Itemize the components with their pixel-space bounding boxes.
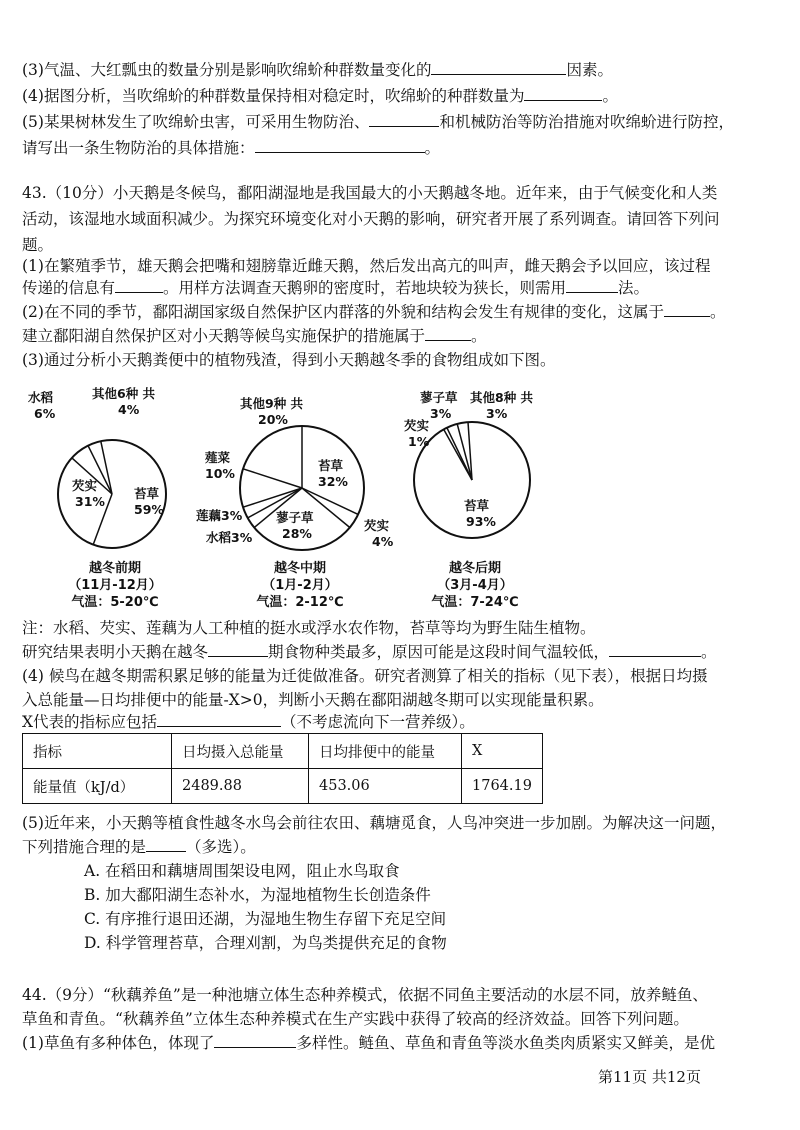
pie3-pct-liaozicao: 3% [430, 406, 452, 421]
q43-part3-text: 研究结果表明小天鹅在越冬 [22, 643, 209, 661]
q43-part3-line1: (3)通过分析小天鹅粪便中的植物残渣，得到小天鹅越冬季的食物组成如下图。 [22, 351, 556, 369]
pie2-pct-other: 20% [258, 412, 288, 427]
table-header-cell: X [462, 734, 543, 769]
q44-part1-line1 [22, 1033, 715, 1053]
option-a: A. 在稻田和藕塘周围架设电网，阻止水鸟取食 [84, 862, 400, 880]
option-d: D. 科学管理苔草，合理刈割，为鸟类提供充足的食物 [84, 934, 447, 952]
q43-part4-line2: 入总能量—日均排便中的能量-X>0，判断小天鹅在鄱阳湖越冬期可以实现能量积累。 [22, 691, 604, 709]
pie2-pct-taicao: 32% [318, 474, 348, 489]
pie1-pct-qianshi: 31% [75, 494, 105, 509]
pie1-pct-taicao: 59% [134, 502, 164, 517]
q43-part2-tail-2: 。 [471, 327, 487, 345]
pie3-label-qianshi: 芡实 [404, 418, 430, 433]
pie2-label-taicao: 苔草 [318, 458, 344, 473]
q43-part5-line2 [22, 837, 256, 857]
q43-part3-line2 [22, 642, 717, 662]
q43-part2-tail: 。 [709, 303, 726, 321]
answer-blank[interactable] [425, 326, 471, 341]
q43-part1-text: 传递的信息有 [22, 279, 116, 297]
answer-blank[interactable] [431, 60, 566, 75]
answer-blank[interactable] [566, 278, 618, 293]
answer-blank[interactable] [609, 642, 701, 657]
pie2-pct-qianshi: 4% [372, 534, 394, 549]
pie2-title: 越冬中期 [273, 561, 326, 576]
pie2-temperature: 气温：2-12℃ [256, 595, 344, 610]
answer-blank[interactable] [115, 278, 163, 293]
answer-blank[interactable] [255, 138, 425, 153]
pie2-label-rice-text: 水稻 [206, 530, 232, 545]
pie2-pct-rice: 3% [231, 530, 253, 545]
answer-blank[interactable] [146, 837, 186, 852]
q43-intro-3: 题。 [22, 236, 54, 254]
q44-part1-text: (1)草鱼有多种体色，体现了 [22, 1034, 215, 1052]
pie1-subtitle: （11月-12月） [68, 578, 162, 593]
pie2-label-lianou [196, 508, 243, 523]
pie1-label-other [92, 386, 156, 401]
pie3-label-other [470, 390, 534, 405]
q43-part4-text: X代表的指标应包括 [22, 713, 158, 731]
pie3-caption [420, 560, 530, 611]
q43-part3-tail: 。 [701, 643, 717, 661]
pie1-label-qianshi: 芡实 [72, 478, 98, 493]
table-header-cell: 日均摄入总能量 [172, 734, 309, 769]
q43-part5-tail: （多选）。 [186, 838, 256, 856]
q43-part1-tail: 法。 [618, 279, 650, 297]
table-row [23, 769, 543, 804]
q43-part1-line1: (1)在繁殖季节，雄天鹅会把嘴和翅膀靠近雌天鹅，然后发出高亢的叫声，雌天鹅会予以回应，该过程 [22, 257, 711, 275]
q42-line-4-text: (4)据图分析，当吹绵蚧的种群数量保持相对稳定时，吹绵蚧的种群数量为 [22, 87, 525, 105]
pie2-pct-liaozicao: 28% [282, 526, 312, 541]
q43-part2-line2 [22, 326, 487, 346]
table-cell: 2489.88 [172, 769, 309, 804]
q42-line-5-text: (5)某果树林发生了吹绵蚧虫害，可采用生物防治、 [22, 113, 370, 131]
q43-intro-2: 活动，该湿地水域面积减少。为探究环境变化对小天鹅的影响，研究者开展了系列调查。请回答下列问 [22, 210, 720, 228]
answer-blank[interactable] [214, 1033, 296, 1048]
pie2-label-rice [206, 530, 253, 545]
pie1-label-taicao: 苔草 [134, 486, 160, 501]
pie2-label-lianou-text: 莲藕 [196, 508, 222, 523]
q43-part1-text-2: 。用样方法调查天鹅卵的密度时，若地块较为狭长，则需用 [163, 279, 567, 297]
q43-part4-line3 [22, 712, 475, 732]
q43-note: 注：水稻、芡实、莲藕为人工种植的挺水或浮水农作物，苔草等均为野生陆生植物。 [22, 619, 596, 637]
pie3-label-taicao: 苔草 [464, 498, 490, 513]
q42-line-6-text: 请写出一条生物防治的具体措施： [22, 139, 255, 157]
pie3-label-other-text: 其他8种 共 [470, 390, 534, 405]
q43-part5-text: 下列措施合理的是 [22, 838, 147, 856]
q42-line-3-tail: 因素。 [566, 61, 613, 79]
q44-part1-tail: 多样性。鲢鱼、草鱼和青鱼等淡水鱼类肉质紧实又鲜美，是优 [296, 1034, 715, 1052]
q42-line-6-tail: 。 [424, 139, 441, 157]
table-cell: 453.06 [309, 769, 462, 804]
q42-line-3 [22, 60, 613, 80]
pie1-caption [60, 560, 170, 611]
pie2-subtitle: （1月-2月） [262, 578, 338, 593]
q44-intro-2: 草鱼和青鱼。“秋藕养鱼”立体生态种养模式在生产实践中获得了较高的经济效益。回答下列问题。 [22, 1010, 689, 1028]
q43-part2-line1 [22, 302, 725, 322]
q43-part3-text-2: 期食物种类最多，原因可能是这段时间气温较低， [268, 643, 610, 661]
pie1-label-other-text: 其他6种 共 [92, 386, 156, 401]
q42-line-4 [22, 86, 618, 106]
pie1-temperature: 气温：5-20℃ [71, 595, 159, 610]
answer-blank[interactable] [157, 712, 281, 727]
pie2-pct-xiecai: 10% [205, 466, 235, 481]
q42-line-4-tail: 。 [602, 87, 618, 105]
table-header-cell: 指标 [23, 734, 172, 769]
pie3-title: 越冬后期 [448, 561, 501, 576]
answer-blank[interactable] [208, 642, 268, 657]
q44-intro-1: 44.（9分）“秋藕养鱼”是一种池塘立体生态种养模式，依据不同鱼主要活动的水层不同，放养鲢鱼、 [22, 986, 708, 1004]
option-b: B. 加大鄱阳湖生态补水，为湿地植物生长创造条件 [84, 886, 431, 904]
q43-part1-line2 [22, 278, 649, 298]
q43-part2-text: (2)在不同的季节，鄱阳湖国家级自然保护区内群落的外貌和结构会发生有规律的变化，这属于 [22, 303, 664, 321]
q43-part5-line1: (5)近年来，小天鹅等植食性越冬水鸟会前往农田、藕塘觅食，人鸟冲突进一步加剧。为解决这一问题， [22, 814, 726, 832]
q42-line-3-text: (3)气温、大红瓢虫的数量分别是影响吹绵蚧种群数量变化的 [22, 61, 432, 79]
table-cell: 1764.19 [462, 769, 543, 804]
pie2-label-qianshi: 芡实 [364, 518, 390, 533]
pie3-subtitle: （3月-4月） [437, 578, 513, 593]
table-header-cell: 日均排便中的能量 [309, 734, 462, 769]
pie3-temperature: 气温：7-24℃ [431, 595, 519, 610]
q42-line-5 [22, 112, 734, 132]
q43-part4-line1: (4) 候鸟在越冬期需积累足够的能量为迁徙做准备。研究者测算了相关的指标（见下表），根据日均摄 [22, 667, 708, 685]
answer-blank[interactable] [369, 112, 439, 127]
pie3-pct-other: 3% [486, 406, 508, 421]
q43-part4-tail: （不考虑流向下一营养级）。 [281, 713, 475, 731]
pie2-label-other: 其他9种 共 [240, 396, 304, 411]
pie2-label-xiecai: 薤菜 [205, 450, 231, 465]
table-header-row [23, 734, 543, 769]
pie1-pct-other: 4% [118, 402, 140, 417]
table-cell: 能量值（kJ/d） [23, 769, 172, 804]
q42-line-5-tail: 和机械防治等防治措施对吹绵蚧进行防控， [439, 113, 734, 131]
q42-line-6 [22, 138, 440, 158]
pie2-label-liaozicao: 蓼子草 [276, 510, 314, 525]
pie3-pct-taicao: 93% [466, 514, 496, 529]
pie3-pct-qianshi: 1% [408, 434, 430, 449]
pie2-pct-lianou: 3% [221, 508, 243, 523]
answer-blank[interactable] [524, 86, 602, 101]
option-c: C. 有序推行退田还湖，为湿地生物生存留下充足空间 [84, 910, 447, 928]
pie1-title: 越冬前期 [88, 561, 141, 576]
q43-intro-1: 43.（10分）小天鹅是冬候鸟，鄱阳湖湿地是我国最大的小天鹅越冬地。近年来，由于气候变化和人类 [22, 184, 718, 202]
energy-table [22, 733, 543, 804]
page-number: 第11页 共12页 [598, 1068, 701, 1086]
answer-blank[interactable] [664, 302, 710, 317]
pie2-caption [245, 560, 355, 611]
pie1-label-rice: 水稻 [28, 390, 54, 405]
pie3-label-liaozicao: 蓼子草 [420, 390, 458, 405]
pie1-pct-rice: 6% [34, 406, 56, 421]
q43-part2-text-2: 建立鄱阳湖自然保护区对小天鹅等候鸟实施保护的措施属于 [22, 327, 426, 345]
